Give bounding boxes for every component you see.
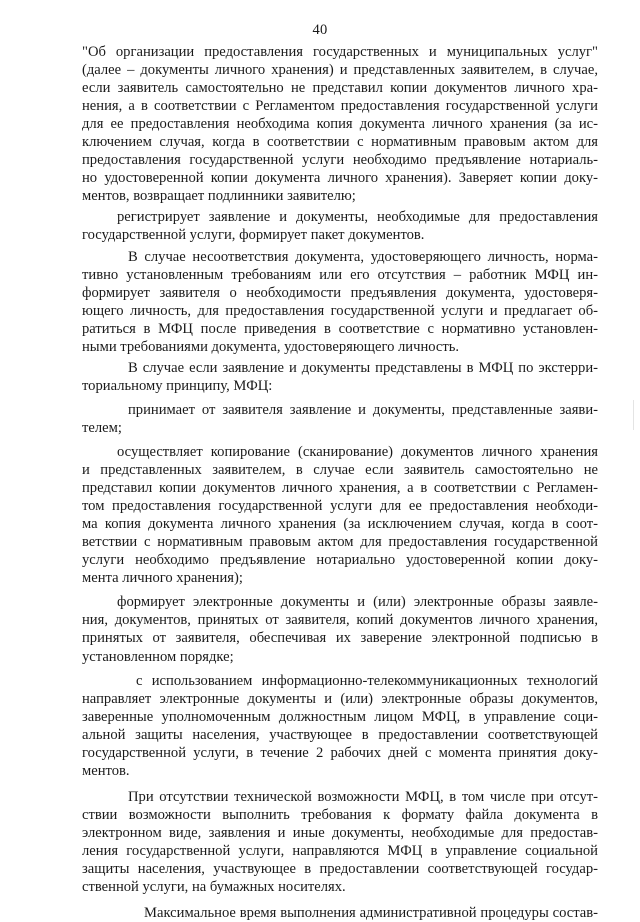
paragraph	[82, 43, 598, 205]
text-line: ния, документов, принятых от заявителя, копий документов личного хранения,	[82, 612, 598, 629]
text-line: установленном порядке;	[82, 648, 234, 665]
paragraph	[82, 788, 598, 896]
text-line: услуги необходимо предъявление нотариально удостоверенной копии доку-	[82, 552, 598, 569]
text-line: том предоставления государственной услуги для ее предоставления необходи-	[82, 498, 598, 515]
text-line: (далее – документы личного хранения) и представленных заявителем, в случае,	[82, 62, 598, 79]
text-line: ментов, возвращает подлинники заявителю;	[82, 188, 356, 205]
text-line: государственной услуги, формирует пакет документов.	[82, 227, 425, 244]
text-line: предоставления государственной услуги необходимо предъявление нотариаль-	[82, 152, 598, 169]
paragraph	[82, 593, 598, 665]
text-line: ными требованиями документа, удостоверяющего личность.	[82, 338, 460, 355]
text-line: ющего личность, для предоставления государственной услуги и предлагает об-	[82, 302, 598, 319]
text-line: принятых от заявителя, обеспечивая их заверение электронной подписью в	[82, 630, 598, 647]
text-line: государственной услуги, в течение 2 рабочих дней с момента принятия доку-	[82, 744, 598, 761]
paragraph	[82, 401, 598, 437]
text-line: формирует заявителя о необходимости предъявления документа, удостоверя-	[82, 284, 598, 301]
text-line: заверенные уполномоченным должностным лицом МФЦ, в управление соци-	[82, 708, 598, 725]
text-line: если заявитель самостоятельно не представил копии документов личного хра-	[82, 80, 598, 97]
page-number: 40	[312, 22, 328, 38]
text-line: нения, а в соответствии с Регламентом предоставления государственной услуги	[82, 98, 598, 115]
text-line: ствии возможности выполнить требования к формату файла документа в	[82, 806, 598, 823]
text-line: для ее предоставления необходима копия документа личного хранения (за ис-	[82, 116, 598, 133]
text-line: но удостоверенной копии документа личного хранения). Заверяет копии доку-	[82, 170, 598, 187]
text-line: В случае несоответствия документа, удостоверяющего личность, норма-	[128, 248, 598, 265]
text-line: тивно установленным требованиям или его отсутствия – работник МФЦ ин-	[82, 266, 598, 283]
paragraph	[82, 443, 598, 587]
document-body	[82, 43, 598, 922]
text-line: Максимальное время выполнения административной процедуры состав-	[144, 905, 598, 922]
text-line: ления государственной услуги, направляются МФЦ в управление социальной	[82, 842, 598, 859]
text-line: мента личного хранения);	[82, 570, 243, 587]
text-line: ториальному принципу, МФЦ:	[82, 377, 273, 394]
paragraph	[82, 359, 598, 395]
text-line: защиты населения, участвующее в предоставлении соответствующей государ-	[82, 861, 598, 878]
text-line: представил копии документов личного хранения, а в соответствии с Регламен-	[82, 480, 598, 497]
text-line: направляет электронные документы и (или) электронные образы документов,	[82, 690, 598, 707]
text-line: принимает от заявителя заявление и документы, представленные заяви-	[128, 401, 598, 418]
text-line: В случае если заявление и документы представлены в МФЦ по экстерри-	[128, 359, 598, 376]
text-line: ключением случая, когда в соответствии с нормативным правовым актом для	[82, 134, 598, 151]
text-line: ратиться в МФЦ после приведения в соответствие с нормативно установлен-	[82, 320, 598, 337]
text-line: с использованием информационно-телекоммуникационных технологий	[136, 672, 598, 689]
text-line: ственной услуги, на бумажных носителях.	[82, 879, 346, 896]
paragraph	[82, 672, 598, 780]
text-line: и представленных заявителем, в случае если заявитель самостоятельно не	[82, 462, 598, 479]
text-line: ма копия документа личного хранения (за исключением случая, когда в соот-	[82, 516, 598, 533]
text-line: ментов.	[82, 762, 130, 779]
paragraph	[82, 208, 598, 244]
text-line: формирует электронные документы и (или) электронные образы заявле-	[117, 594, 598, 611]
text-line: телем;	[82, 419, 122, 436]
text-line: осуществляет копирование (сканирование) документов личного хранения	[117, 443, 598, 460]
paragraph	[82, 904, 598, 922]
paragraph	[82, 248, 598, 356]
text-line: электронном виде, заявления и иные документы, необходимые для предостав-	[82, 824, 598, 841]
text-line: альной защиты населения, участвующее в предоставлении соответствующей	[82, 726, 598, 743]
text-line: При отсутствии технической возможности МФЦ, в том числе при отсут-	[128, 788, 598, 805]
text-line: ветствии с нормативным правовым актом для предоставления государственной	[82, 534, 598, 551]
text-line: регистрирует заявление и документы, необходимые для предоставления	[117, 209, 598, 226]
text-line: "Об организации предоставления государственных и муниципальных услуг"	[82, 44, 598, 60]
scan-mark	[633, 400, 634, 430]
